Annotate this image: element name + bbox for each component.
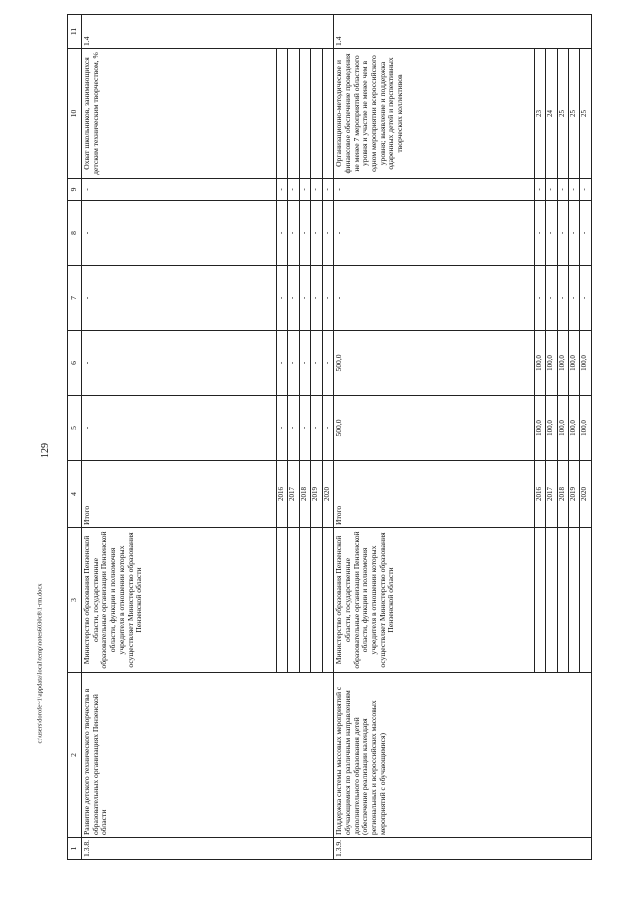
year-value: - — [288, 331, 299, 396]
total-value: - — [82, 201, 277, 266]
year-indicator: 24 — [546, 49, 557, 179]
year-cell: 2017 — [288, 461, 299, 528]
year-value: - — [299, 331, 310, 396]
year-value: - — [580, 266, 592, 331]
year-cell: 2018 — [299, 461, 310, 528]
year-indicator — [276, 49, 287, 179]
executor-blank — [557, 528, 568, 673]
executor-blank — [534, 528, 545, 673]
year-cell: 2020 — [322, 461, 333, 528]
year-indicator — [288, 49, 299, 179]
link-code: 1.4 — [82, 15, 334, 49]
year-value: 100,0 — [534, 396, 545, 461]
year-value: - — [299, 179, 310, 201]
year-value: 100,0 — [580, 396, 592, 461]
executor-blank — [288, 528, 299, 673]
header-cell: 7 — [68, 266, 82, 331]
year-value: 100,0 — [546, 331, 557, 396]
year-value: - — [580, 179, 592, 201]
year-value: - — [288, 396, 299, 461]
year-value: - — [534, 201, 545, 266]
executor-blank — [569, 528, 580, 673]
year-indicator: 23 — [534, 49, 545, 179]
year-indicator: 25 — [580, 49, 592, 179]
year-value: 100,0 — [580, 331, 592, 396]
header-cell: 1 — [68, 838, 82, 860]
executor: Министерство образования Пензенской области, государственные образовательные организации Пензенской области, функции и полномочия учредителя в отношении которых осуществляет Министерство образования Пензенской области — [334, 528, 535, 673]
year-cell: 2019 — [569, 461, 580, 528]
year-value: - — [557, 266, 568, 331]
year-cell: 2020 — [580, 461, 592, 528]
executor-blank — [580, 528, 592, 673]
executor-blank — [546, 528, 557, 673]
total-value: - — [82, 179, 277, 201]
year-value: 100,0 — [534, 331, 545, 396]
header-cell: 9 — [68, 179, 82, 201]
year-value: - — [288, 201, 299, 266]
year-value: - — [311, 201, 322, 266]
executor: Министерство образования Пензенской области, государственные образовательные организации Пензенской области, функции и полномочия учредителя в отношении которых осуществляет Министерство образования Пензенской области — [82, 528, 277, 673]
year-cell: 2019 — [311, 461, 322, 528]
row-code: 1.3.9. — [334, 838, 592, 860]
link-code: 1.4 — [334, 15, 592, 49]
indicator: Охват школьников, занимающихся детским техническим творчеством, % — [82, 49, 277, 179]
total-label: Итого — [82, 461, 277, 528]
year-value: - — [534, 266, 545, 331]
total-value: - — [334, 179, 535, 201]
year-value: - — [288, 266, 299, 331]
year-value: - — [546, 266, 557, 331]
page-number: 129 — [40, 443, 51, 458]
year-indicator: 25 — [569, 49, 580, 179]
year-indicator — [311, 49, 322, 179]
year-cell: 2016 — [276, 461, 287, 528]
activity-name: Поддержка системы массовых мероприятий с обучающимися по различным направлениям дополнительного образования детей (обеспечение реализации календаря региональных и всероссийских массовых мероприятий с обучающимися) — [334, 673, 592, 838]
executor-blank — [276, 528, 287, 673]
total-value: 500,0 — [334, 331, 535, 396]
header-cell: 3 — [68, 528, 82, 673]
executor-blank — [299, 528, 310, 673]
year-indicator: 25 — [557, 49, 568, 179]
rotated-table-wrapper — [67, 15, 592, 860]
year-value: - — [322, 396, 333, 461]
year-value: - — [569, 266, 580, 331]
year-value: - — [311, 266, 322, 331]
year-cell: 2016 — [534, 461, 545, 528]
header-cell: 6 — [68, 331, 82, 396]
indicator: Организационно-методическое и финансовое обеспечение проведения не менее 7 мероприятий областного уровня и участие не менее чем в одном мероприятии всероссийского уровня; выявление и поддержка одаренных детей и перспективных творческих коллективов — [334, 49, 535, 179]
year-value: 100,0 — [546, 396, 557, 461]
header-cell: 2 — [68, 673, 82, 838]
executor-blank — [311, 528, 322, 673]
year-cell: 2017 — [546, 461, 557, 528]
header-cell: 10 — [68, 49, 82, 179]
year-value: - — [546, 179, 557, 201]
row-code: 1.3.8. — [82, 838, 334, 860]
program-activities-table — [67, 14, 592, 860]
year-value: - — [322, 201, 333, 266]
year-value: 100,0 — [557, 331, 568, 396]
year-value: 100,0 — [569, 331, 580, 396]
table-row — [82, 15, 277, 860]
year-value: - — [580, 201, 592, 266]
total-value: - — [82, 396, 277, 461]
year-value: - — [557, 179, 568, 201]
year-value: - — [299, 266, 310, 331]
total-value: - — [82, 266, 277, 331]
total-value: - — [82, 331, 277, 396]
year-value: - — [557, 201, 568, 266]
year-value: 100,0 — [557, 396, 568, 461]
year-value: - — [276, 179, 287, 201]
header-row — [68, 15, 82, 860]
total-value: - — [334, 266, 535, 331]
year-indicator — [322, 49, 333, 179]
year-cell: 2018 — [557, 461, 568, 528]
year-value: - — [276, 396, 287, 461]
year-value: - — [546, 201, 557, 266]
year-value: - — [276, 201, 287, 266]
table-row — [334, 15, 535, 860]
total-value: - — [334, 201, 535, 266]
executor-blank — [322, 528, 333, 673]
year-value: - — [322, 179, 333, 201]
year-indicator — [299, 49, 310, 179]
footer-file-path: c:\users\dorofe~1\appdata\local\temp\notes6030c8\1-rm.docx — [36, 583, 44, 744]
year-value: - — [276, 331, 287, 396]
year-value: - — [322, 266, 333, 331]
year-value: - — [534, 179, 545, 201]
year-value: - — [299, 396, 310, 461]
header-cell: 8 — [68, 201, 82, 266]
year-value: - — [569, 179, 580, 201]
activity-name: Развитие детского технического творчества в образовательных организациях Пензенской области — [82, 673, 334, 838]
year-value: - — [569, 201, 580, 266]
year-value: - — [299, 201, 310, 266]
total-value: 500,0 — [334, 396, 535, 461]
year-value: - — [322, 331, 333, 396]
year-value: - — [276, 266, 287, 331]
year-value: 100,0 — [569, 396, 580, 461]
total-label: Итого — [334, 461, 535, 528]
header-cell: 4 — [68, 461, 82, 528]
header-cell: 11 — [68, 15, 82, 49]
year-value: - — [311, 179, 322, 201]
year-value: - — [311, 331, 322, 396]
header-cell: 5 — [68, 396, 82, 461]
year-value: - — [288, 179, 299, 201]
year-value: - — [311, 396, 322, 461]
